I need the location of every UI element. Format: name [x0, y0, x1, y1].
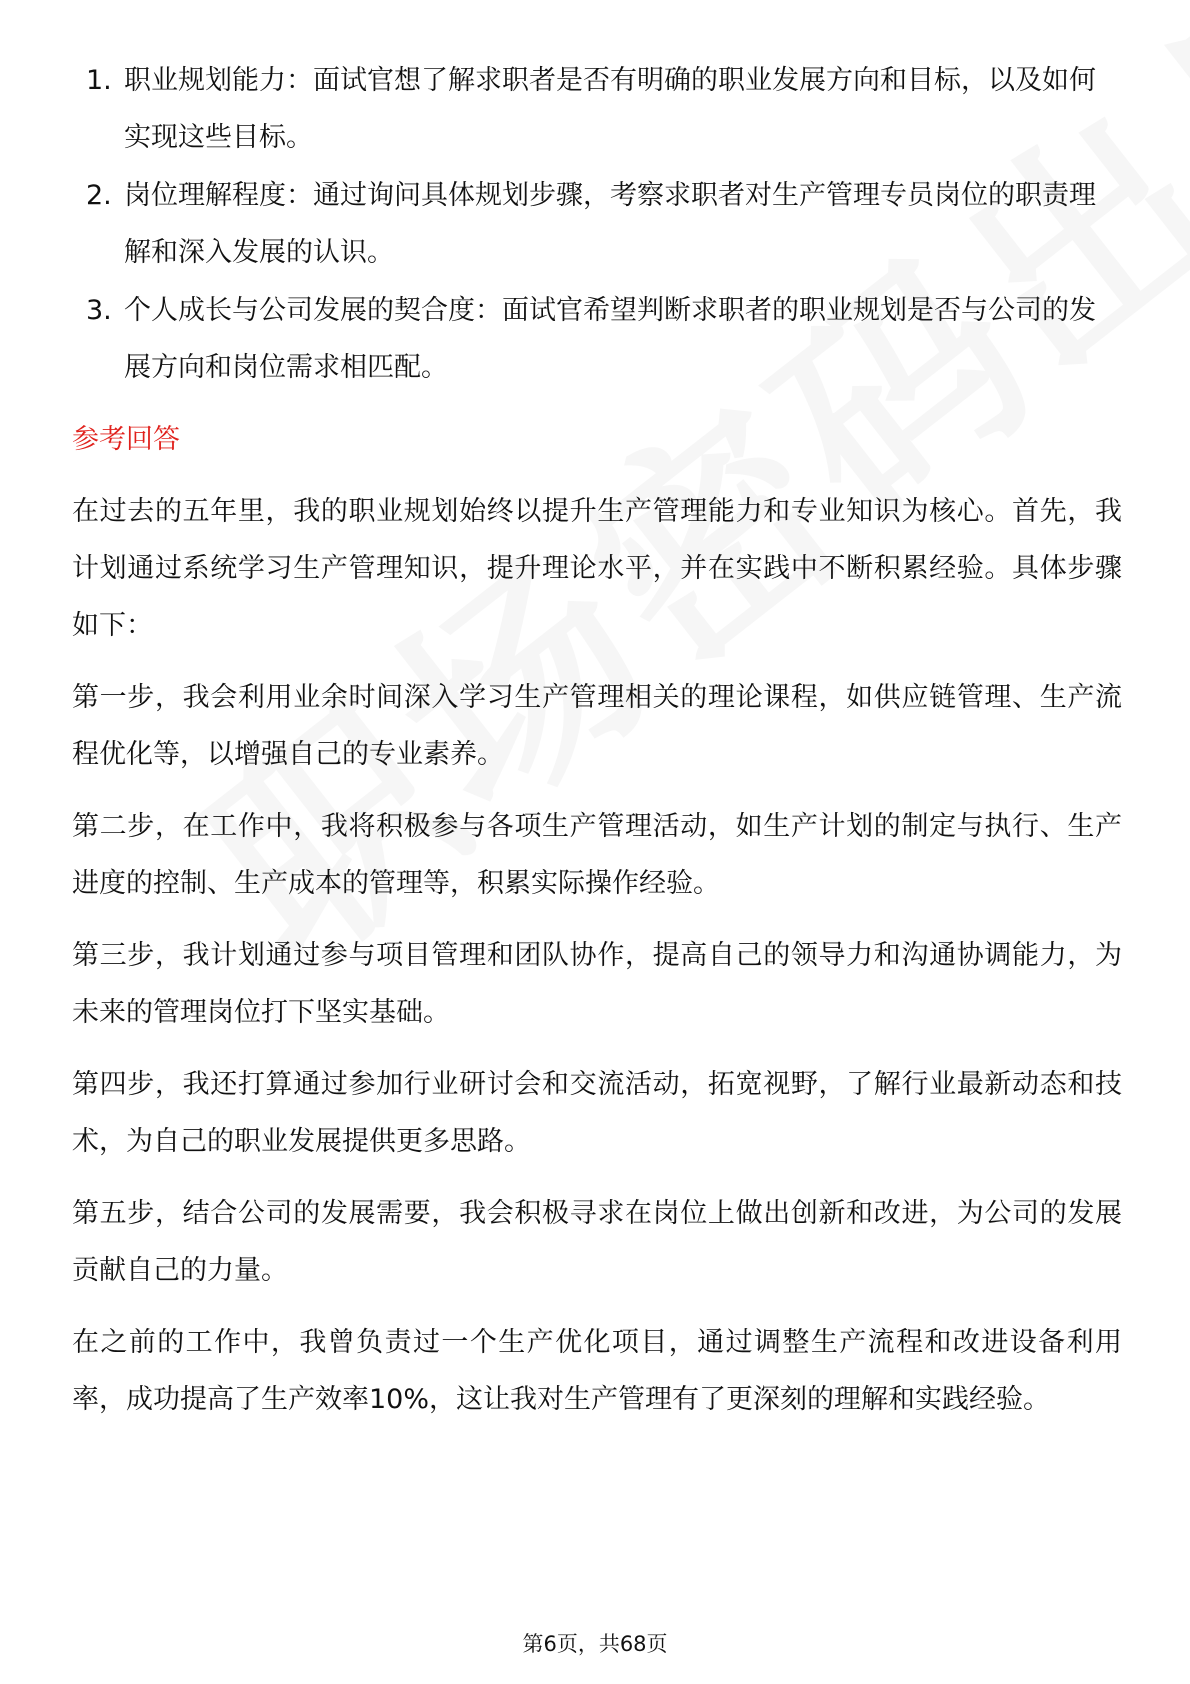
paragraph: 在之前的工作中，我曾负责过一个生产优化项目，通过调整生产流程和改进设备利用率，成功提高了生产效率10%，这让我对生产管理有了更深刻的理解和实践经验。 — [72, 1327, 1122, 1415]
paragraph: 第三步，我计划通过参与项目管理和团队协作，提高自己的领导力和沟通协调能力，为未来的管理岗位打下坚实基础。 — [72, 940, 1122, 1028]
list-number: 2. — [86, 180, 112, 211]
page-footer: 第6页，共68页 — [522, 1632, 668, 1656]
list-text: 职业规划能力：面试官想了解求职者是否有明确的职业发展方向和目标，以及如何实现这些目标。 — [124, 65, 1096, 153]
list-number: 3. — [86, 295, 112, 326]
section-heading: 参考回答 — [72, 424, 180, 455]
list-item — [72, 167, 1122, 281]
list-item — [72, 282, 1122, 396]
document-body — [72, 52, 1122, 1443]
list-number: 1. — [86, 65, 112, 96]
paragraph: 第一步，我会利用业余时间深入学习生产管理相关的理论课程，如供应链管理、生产流程优化等，以增强自己的专业素养。 — [72, 682, 1122, 770]
paragraph: 第五步，结合公司的发展需要，我会积极寻求在岗位上做出创新和改进，为公司的发展贡献自己的力量。 — [72, 1198, 1122, 1286]
list-text: 个人成长与公司发展的契合度：面试官希望判断求职者的职业规划是否与公司的发展方向和岗位需求相匹配。 — [124, 295, 1096, 383]
list-text: 岗位理解程度：通过询问具体规划步骤，考察求职者对生产管理专员岗位的职责理解和深入发展的认识。 — [124, 180, 1096, 268]
list-item — [72, 52, 1122, 166]
criteria-list — [72, 52, 1122, 396]
paragraph: 第二步，在工作中，我将积极参与各项生产管理活动，如生产计划的制定与执行、生产进度的控制、生产成本的管理等，积累实际操作经验。 — [72, 811, 1122, 899]
paragraph: 第四步，我还打算通过参加行业研讨会和交流活动，拓宽视野，了解行业最新动态和技术，为自己的职业发展提供更多思路。 — [72, 1069, 1122, 1157]
paragraph: 在过去的五年里，我的职业规划始终以提升生产管理能力和专业知识为核心。首先，我计划通过系统学习生产管理知识，提升理论水平，并在实践中不断积累经验。具体步骤如下： — [72, 496, 1122, 641]
